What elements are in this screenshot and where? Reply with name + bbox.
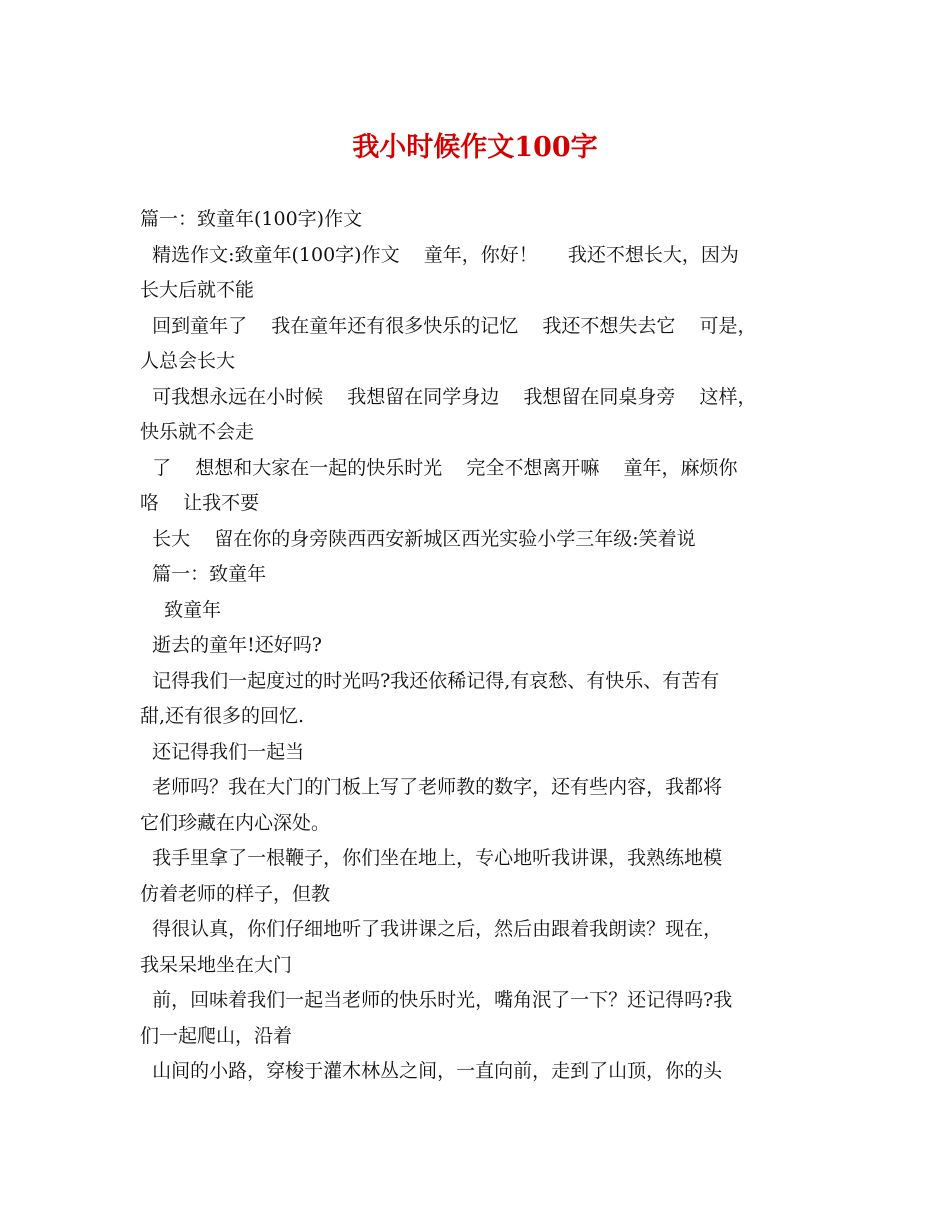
text-line: 仿着老师的样子，但教 [140,882,331,905]
text-line: 长大 留在你的身旁陕西西安新城区西光实验小学三年级:笑着说 [140,527,696,550]
text-line: 我呆呆地坐在大门 [140,953,293,976]
text-line: 精选作文:致童年(100字)作文 童年，你好！ 我还不想长大，因为 [140,243,739,266]
text-line: 前，回味着我们一起当老师的快乐时光，嘴角泯了一下？还记得吗?我 [140,989,733,1011]
text-line: 可我想永远在小时候 我想留在同学身边 我想留在同桌身旁 这样， [140,385,757,408]
text-line: 它们珍藏在内心深处。 [140,811,331,834]
text-line: 们一起爬山，沿着 [140,1024,293,1047]
text-line: 人总会长大 [140,350,236,372]
text-line: 篇一：致童年(100字)作文 [140,208,363,230]
text-line: 致童年 [140,598,222,621]
text-line: 甜,还有很多的回忆. [140,705,305,727]
text-line: 山间的小路，穿梭于灌木林丛之间，一直向前，走到了山顶，你的头 [140,1060,723,1082]
text-line: 快乐就不会走 [140,421,255,443]
document-body [140,202,820,1090]
text-line: 回到童年了 我在童年还有很多快乐的记忆 我还不想失去它 可是， [140,314,757,337]
text-line: 老师吗？我在大门的门板上写了老师教的数字，还有些内容，我都将 [140,776,723,798]
text-line: 我手里拿了一根鞭子，你们坐在地上，专心地听我讲课，我熟练地模 [140,847,723,869]
text-line: 篇一：致童年 [140,563,267,585]
text-line: 还记得我们一起当 [140,740,305,763]
text-line: 逝去的童年!还好吗? [140,634,322,656]
text-line: 得很认真，你们仔细地听了我讲课之后，然后由跟着我朗读？现在， [140,918,723,940]
text-line: 长大后就不能 [140,279,255,301]
text-line: 记得我们一起度过的时光吗?我还依稀记得,有哀愁、有快乐、有苦有 [140,669,720,692]
page-title: 我小时候作文100字 [352,132,598,163]
text-line: 咯 让我不要 [140,492,260,514]
text-line: 了 想想和大家在一起的快乐时光 完全不想离开嘛 童年，麻烦你 [140,456,738,479]
